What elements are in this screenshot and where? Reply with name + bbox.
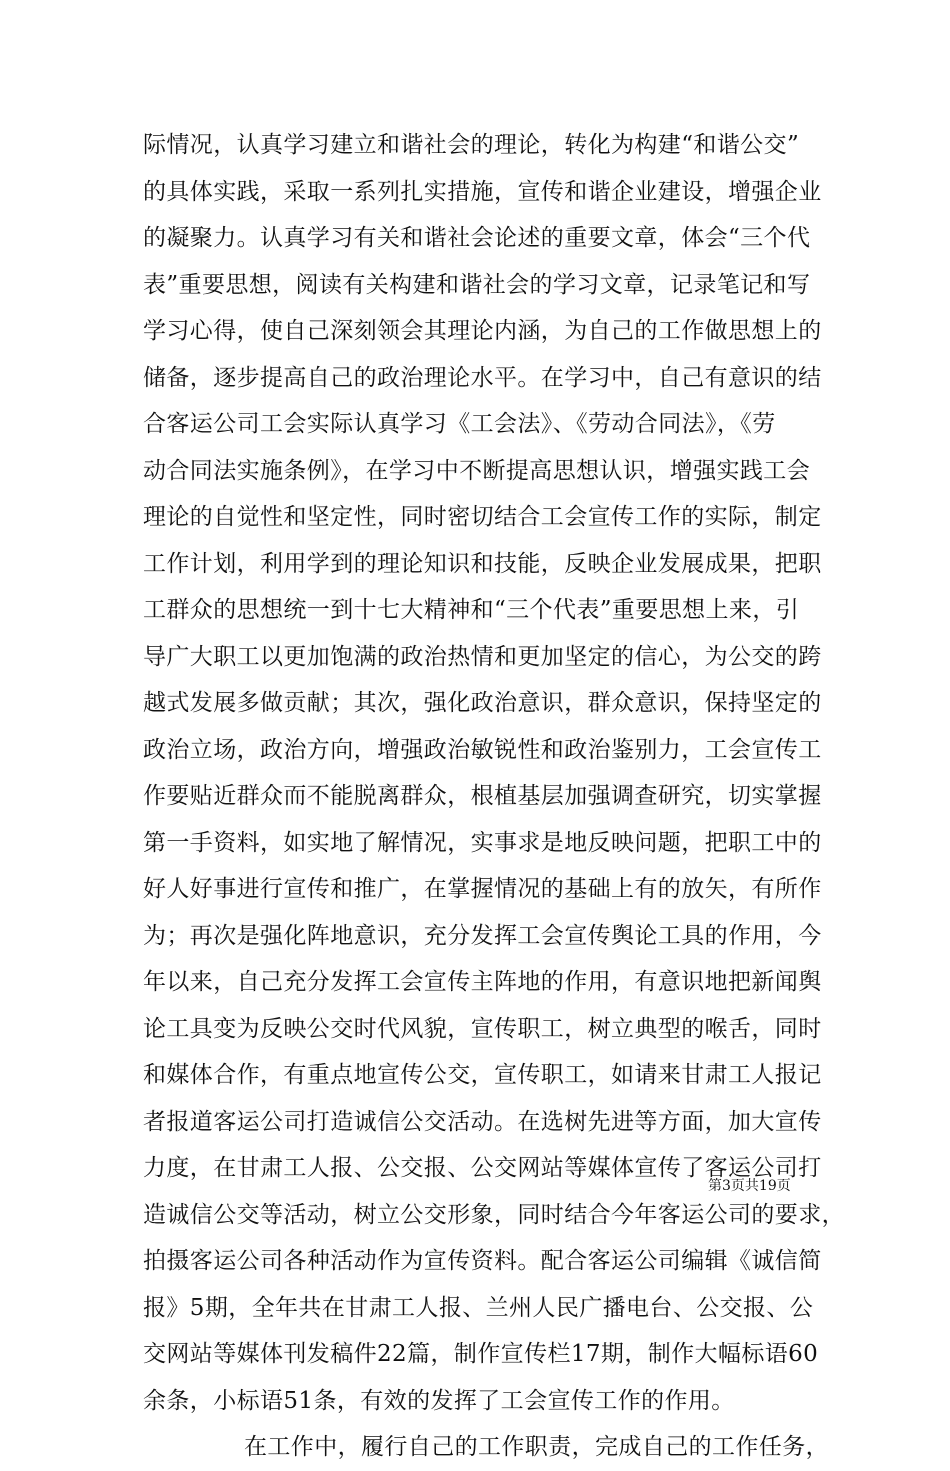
text-line: 作要贴近群众而不能脱离群众，根植基层加强调查研究，切实掌握 (143, 783, 822, 809)
text-line: 造诚信公交等活动，树立公交形象，同时结合今年客运公司的要求， (143, 1201, 845, 1228)
text-line: 余条，小标语51条，有效的发挥了工会宣传工作的作用。 (143, 1387, 735, 1414)
text-line: 政治立场，政治方向，增强政治敏锐性和政治鉴别力，工会宣传工 (143, 736, 822, 763)
text-line: 交网站等媒体刊发稿件22篇，制作宣传栏17期，制作大幅标语60 (143, 1341, 819, 1367)
text-line: 越式发展多做贡献；其次，强化政治意识，群众意识，保持坚定的 (143, 690, 822, 716)
paragraph-start-line: 在工作中，履行自己的工作职责，完成自己的工作任务， (244, 1434, 829, 1460)
text-line: 的具体实践，采取一系列扎实措施，宣传和谐企业建设，增强企业 (143, 178, 822, 205)
text-line: 导广大职工以更加饱满的政治热情和更加坚定的信心，为公交的跨 (143, 643, 822, 670)
body-text (143, 122, 845, 1471)
text-line: 学习心得，使自己深刻领会其理论内涵，为自己的工作做思想上的 (143, 318, 822, 344)
text-line: 好人好事进行宣传和推广，在掌握情况的基础上有的放矢，有所作 (143, 876, 822, 902)
text-line: 工作计划，利用学到的理论知识和技能，反映企业发展成果，把职 (143, 550, 822, 577)
text-line: 为；再次是强化阵地意识，充分发挥工会宣传舆论工具的作用，今 (143, 922, 822, 949)
text-line: 报》5期，全年共在甘肃工人报、兰州人民广播电台、公交报、公 (143, 1294, 814, 1321)
text-line: 者报道客运公司打造诚信公交活动。在选树先进等方面，加大宣传 (143, 1108, 822, 1135)
text-line: 表”重要思想，阅读有关构建和谐社会的学习文章，记录笔记和写 (143, 271, 811, 298)
text-line: 工群众的思想统一到十七大精神和“三个代表”重要思想上来，引 (143, 597, 800, 623)
text-line: 理论的自觉性和坚定性，同时密切结合工会宣传工作的实际，制定 (143, 504, 822, 530)
text-line: 和媒体合作，有重点地宣传公交，宣传职工，如请来甘肃工人报记 (143, 1062, 822, 1088)
text-line: 储备，逐步提高自己的政治理论水平。在学习中，自己有意识的结 (143, 364, 822, 391)
text-line: 力度，在甘肃工人报、公交报、公交网站等媒体宣传了客运公司打 (143, 1155, 822, 1181)
page-number-footer: 第3页共19页 (708, 1178, 791, 1194)
text-line: 第一手资料，如实地了解情况，实事求是地反映问题，把职工中的 (143, 829, 822, 856)
text-line: 拍摄客运公司各种活动作为宣传资料。配合客运公司编辑《诚信简 (143, 1248, 822, 1274)
text-line: 的凝聚力。认真学习有关和谐社会论述的重要文章，体会“三个代 (143, 225, 811, 251)
text-line: 年以来，自己充分发挥工会宣传主阵地的作用，有意识地把新闻舆 (143, 969, 822, 995)
text-line: 合客运公司工会实际认真学习《工会法》、《劳动合同法》，《劳 (143, 411, 776, 437)
text-line: 论工具变为反映公交时代风貌，宣传职工，树立典型的喉舌，同时 (143, 1015, 822, 1042)
text-line: 动合同法实施条例》，在学习中不断提高思想认识，增强实践工会 (143, 457, 811, 484)
text-line: 际情况，认真学习建立和谐社会的理论，转化为构建“和谐公交” (143, 132, 800, 158)
